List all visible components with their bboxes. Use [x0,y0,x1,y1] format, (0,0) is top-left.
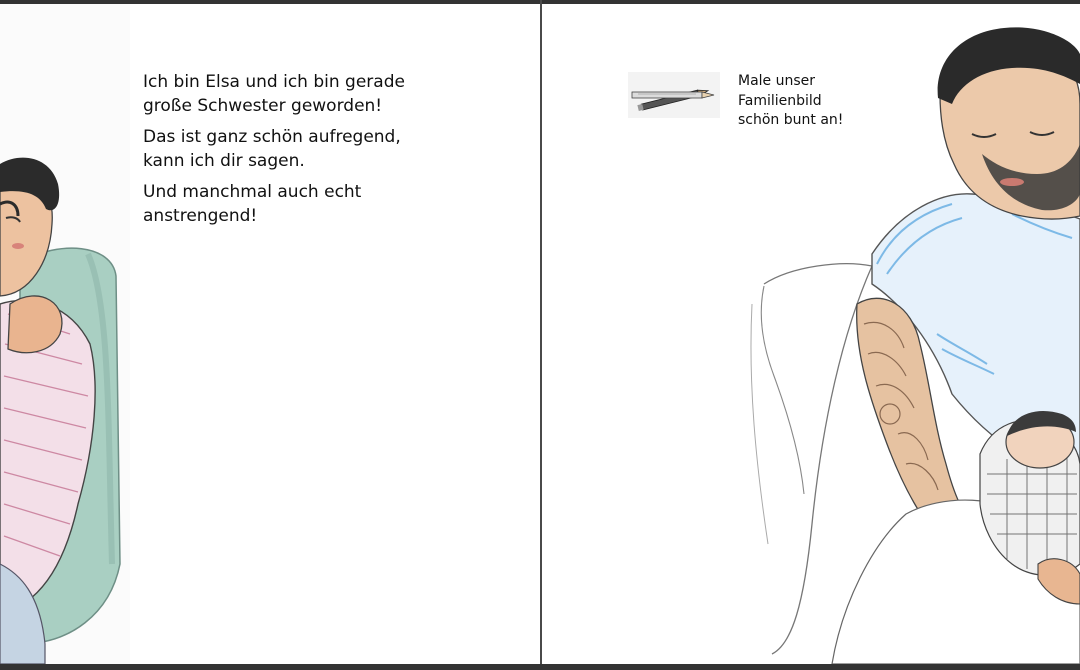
story-paragraph-2: Das ist ganz schön aufregend, kann ich dir sagen. [143,127,401,171]
father-with-baby-illustration [542,4,1080,664]
story-paragraph-1: Ich bin Elsa und ich bin gerade große Schwester geworden! [143,72,405,116]
girl-on-armchair-illustration [0,4,135,664]
coloring-hint-text: Male unser Familienbild schön bunt an! [738,73,844,128]
right-page [542,4,1080,664]
story-text [143,70,473,235]
left-page [0,4,540,664]
story-paragraph-3: Und manchmal auch echt anstrengend! [143,182,362,226]
book-frame-bottom [0,664,1080,670]
